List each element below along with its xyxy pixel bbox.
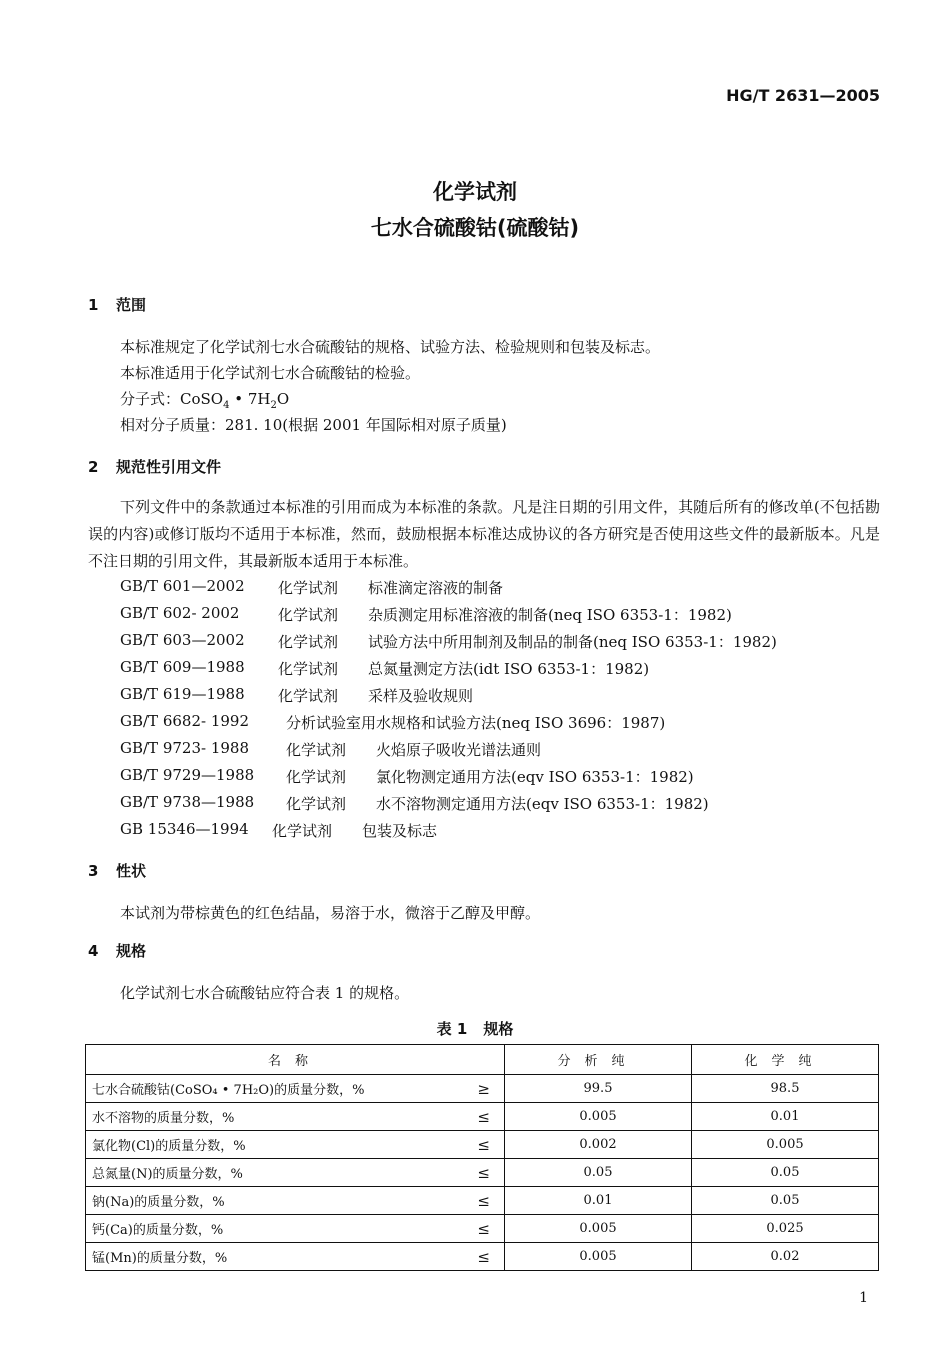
header-ar: 分析纯 — [505, 1045, 692, 1075]
header-name: 名称 — [86, 1045, 505, 1075]
section-4-heading — [88, 940, 146, 961]
section-title: 范围 — [116, 296, 147, 314]
table-row: 钙(Ca)的质量分数，% ≤ 0.005 0.025 — [86, 1215, 879, 1243]
standard-code: HG/T 2631—2005 — [726, 86, 880, 105]
spec-table — [85, 1044, 879, 1271]
sec1-line-1: 本标准规定了化学试剂七水合硫酸钴的规格、试验方法、检验规则和包装及标志。 — [120, 338, 661, 356]
sec1-line-2: 本标准适用于化学试剂七水合硫酸钴的检验。 — [120, 364, 421, 382]
section-number: 2 — [88, 458, 99, 476]
table-number: 表 1 — [436, 1020, 468, 1038]
page-number: 1 — [859, 1290, 868, 1306]
section-3-heading — [88, 860, 146, 881]
doc-title-line2: 七水合硫酸钴(硫酸钴) — [370, 216, 580, 240]
doc-title-line1: 化学试剂 — [433, 180, 517, 204]
table-row: 总氮量(N)的质量分数，% ≤ 0.05 0.05 — [86, 1159, 879, 1187]
molecular-formula: 分子式：CoSO$_4$ • $7H_2O$ — [120, 390, 290, 411]
section-title: 规格 — [116, 942, 147, 960]
section-title: 规范性引用文件 — [116, 458, 222, 476]
section-1-heading — [88, 294, 146, 315]
sec4-text: 化学试剂七水合硫酸钴应符合表 1 的规格。 — [120, 984, 410, 1002]
table-caption — [0, 1018, 950, 1039]
section-number: 1 — [88, 296, 99, 314]
table-title: 规格 — [483, 1020, 514, 1038]
table-row: 氯化物(Cl)的质量分数，% ≤ 0.002 0.005 — [86, 1131, 879, 1159]
table-row: 钠(Na)的质量分数，% ≤ 0.01 0.05 — [86, 1187, 879, 1215]
table-header-row — [86, 1045, 879, 1075]
section-2-heading — [88, 456, 221, 477]
table-row: 水不溶物的质量分数，% ≤ 0.005 0.01 — [86, 1103, 879, 1131]
table-row: 七水合硫酸钴(CoSO₄ • 7H₂O)的质量分数，% ≥ 99.5 98.5 — [86, 1075, 879, 1103]
section-number: 4 — [88, 942, 99, 960]
sec2-paragraph: 下列文件中的条款通过本标准的引用而成为本标准的条款。凡是注日期的引用文件，其随后所有的修改单(不包括勘误的内容)或修订版均不适用于本标准，然而，鼓励根据本标准达成协议的各方研究是否使用这些文件的最新版本。凡是不注日期的引用文件，其最新版本适用于本标准。 — [88, 498, 880, 570]
header-cp: 化学纯 — [692, 1045, 879, 1075]
table-row: 锰(Mn)的质量分数，% ≤ 0.005 0.02 — [86, 1243, 879, 1271]
section-title: 性状 — [116, 862, 147, 880]
section-number: 3 — [88, 862, 99, 880]
sec3-text: 本试剂为带棕黄色的红色结晶，易溶于水，微溶于乙醇及甲醇。 — [120, 904, 541, 922]
molecular-mass: 相对分子质量：281. 10(根据 2001 年国际相对原子质量) — [120, 416, 507, 434]
